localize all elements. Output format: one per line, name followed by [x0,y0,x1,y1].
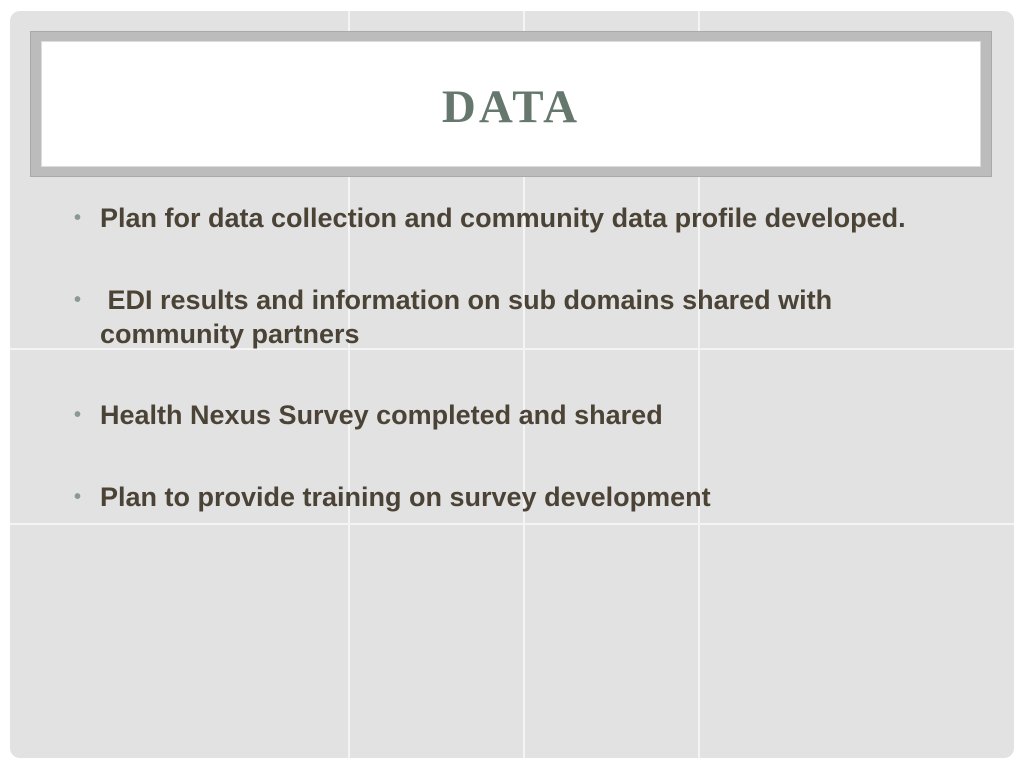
title-frame [30,31,992,177]
bullet-item [72,398,972,432]
bullet-item [72,480,972,514]
grid-line [10,523,1014,525]
title-box [41,41,981,167]
bullet-marker: • [74,404,82,426]
bullet-item [72,201,972,235]
bullet-text: Plan to provide training on survey development [100,482,711,512]
bullet-marker: • [74,207,82,229]
bullet-text: Plan for data collection and community data profile developed. [100,203,906,233]
bullet-item [72,283,972,351]
bullet-list [72,201,972,514]
bullet-text: Health Nexus Survey completed and shared [100,400,663,430]
bullet-text: EDI results and information on sub domains shared with community partners [100,285,840,349]
bullet-marker: • [74,486,82,508]
slide-title: DATA [441,81,581,133]
slide [10,11,1014,758]
bullet-marker: • [74,289,82,311]
